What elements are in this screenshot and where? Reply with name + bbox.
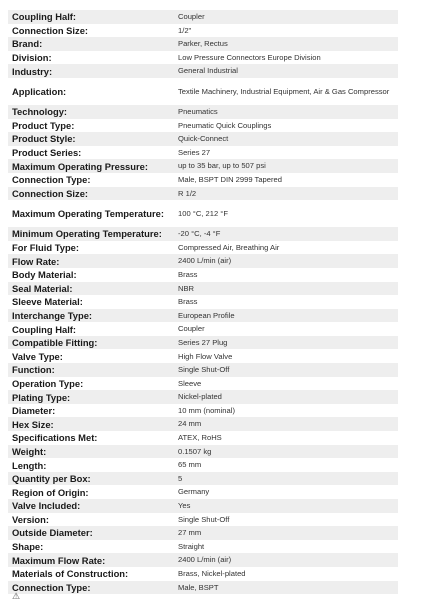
- spec-label: Maximum Operating Pressure:: [12, 160, 148, 172]
- spec-label: Maximum Flow Rate:: [12, 554, 106, 566]
- spec-row: [8, 377, 398, 391]
- spec-label: Application:: [12, 85, 67, 97]
- spec-row: [8, 37, 398, 51]
- spec-value: Quick-Connect: [178, 134, 229, 144]
- spec-row: [8, 445, 398, 459]
- spec-value: Parker, Rectus: [178, 39, 228, 49]
- spec-label: Industry:: [12, 65, 53, 77]
- spec-label: Compatible Fitting:: [12, 337, 98, 349]
- spec-row: [8, 51, 398, 65]
- spec-row: [8, 363, 398, 377]
- spec-row: [8, 390, 398, 404]
- spec-value: Pneumatics: [178, 107, 218, 117]
- spec-value: R 1/2: [178, 188, 197, 198]
- spec-label: Weight:: [12, 445, 47, 457]
- spec-row: [8, 309, 398, 323]
- spec-label: Shape:: [12, 541, 44, 553]
- warning-icon: ⚠: [12, 591, 21, 601]
- spec-label: Product Series:: [12, 147, 82, 159]
- spec-value: 100 °C, 212 °F: [178, 208, 228, 218]
- spec-value: 2400 L/min (air): [178, 555, 232, 565]
- spec-row: [8, 159, 398, 173]
- spec-row: [8, 295, 398, 309]
- spec-value: Series 27: [178, 147, 211, 157]
- spec-label: Body Material:: [12, 269, 77, 281]
- spec-value: 1/2": [178, 25, 192, 35]
- spec-label: Brand:: [12, 38, 43, 50]
- spec-row: [8, 78, 398, 105]
- spec-row: [8, 241, 398, 255]
- spec-value: up to 35 bar, up to 507 psi: [178, 161, 266, 171]
- spec-value: Series 27 Plug: [178, 337, 228, 347]
- spec-row: [8, 513, 398, 527]
- spec-value: Coupler: [178, 324, 205, 334]
- spec-row: [8, 404, 398, 418]
- spec-value: 2400 L/min (air): [178, 256, 232, 266]
- spec-label: Minimum Operating Temperature:: [12, 228, 162, 240]
- spec-value: Straight: [178, 541, 205, 551]
- spec-row: [8, 187, 398, 201]
- spec-row: [8, 200, 398, 227]
- spec-row: [8, 10, 398, 24]
- spec-value: Male, BSPT: [178, 582, 219, 592]
- spec-label: Coupling Half:: [12, 323, 77, 335]
- spec-value: Textile Machinery, Industrial Equipment, Air & Gas Compressor: [178, 86, 390, 96]
- spec-label: Maximum Operating Temperature:: [12, 208, 164, 220]
- spec-value: Germany: [178, 487, 210, 497]
- spec-label: Outside Diameter:: [12, 527, 93, 539]
- spec-row: [8, 227, 398, 241]
- spec-row: [8, 567, 398, 581]
- spec-label: Valve Type:: [12, 350, 63, 362]
- spec-row: [8, 282, 398, 296]
- spec-value: 0.1507 kg: [178, 446, 212, 456]
- spec-row: [8, 268, 398, 282]
- spec-row: [8, 322, 398, 336]
- spec-value: NBR: [178, 283, 195, 293]
- spec-value: ATEX, RoHS: [178, 433, 222, 443]
- spec-value: High Flow Valve: [178, 351, 233, 361]
- specifications-table: [8, 10, 398, 594]
- spec-value: Low Pressure Connectors Europe Division: [178, 52, 321, 62]
- spec-row: [8, 417, 398, 431]
- spec-label: Interchange Type:: [12, 309, 93, 321]
- spec-label: Product Style:: [12, 133, 76, 145]
- spec-value: Brass, Nickel-plated: [178, 569, 246, 579]
- spec-row: [8, 24, 398, 38]
- spec-value: 10 mm (nominal): [178, 405, 235, 415]
- spec-value: Brass: [178, 297, 198, 307]
- spec-label: Division:: [12, 52, 52, 64]
- spec-label: Plating Type:: [12, 391, 71, 403]
- spec-row: [8, 431, 398, 445]
- spec-row: [8, 132, 398, 146]
- spec-label: Seal Material:: [12, 282, 73, 294]
- spec-row: [8, 458, 398, 472]
- spec-row: [8, 105, 398, 119]
- spec-label: Diameter:: [12, 405, 56, 417]
- spec-value: Coupler: [178, 12, 205, 22]
- spec-value: Pneumatic Quick Couplings: [178, 120, 272, 130]
- spec-value: General Industrial: [178, 66, 238, 76]
- spec-label: Quantity per Box:: [12, 473, 91, 485]
- spec-value: Single Shut-Off: [178, 365, 230, 375]
- spec-value: Sleeve: [178, 378, 202, 388]
- spec-label: Materials of Construction:: [12, 568, 129, 580]
- spec-row: [8, 553, 398, 567]
- spec-label: Connection Size:: [12, 24, 89, 36]
- spec-label: Valve Included:: [12, 500, 81, 512]
- spec-value: Nickel-plated: [178, 392, 222, 402]
- spec-value: 65 mm: [178, 460, 202, 470]
- spec-label: For Fluid Type:: [12, 242, 80, 254]
- spec-row: [8, 173, 398, 187]
- footer-note: [12, 591, 20, 602]
- spec-row: [8, 146, 398, 160]
- spec-row: [8, 336, 398, 350]
- spec-label: Version:: [12, 513, 49, 525]
- spec-value: Yes: [178, 501, 191, 511]
- spec-row: [8, 472, 398, 486]
- spec-row: [8, 64, 398, 78]
- spec-row: [8, 581, 398, 595]
- spec-label: Region of Origin:: [12, 486, 89, 498]
- spec-row: [8, 349, 398, 363]
- spec-row: [8, 119, 398, 133]
- spec-label: Connection Type:: [12, 174, 91, 186]
- spec-label: Connection Size:: [12, 187, 89, 199]
- spec-value: Compressed Air, Breathing Air: [178, 242, 280, 252]
- spec-value: 27 mm: [178, 528, 202, 538]
- spec-value: 5: [178, 473, 183, 483]
- spec-value: Single Shut-Off: [178, 514, 230, 524]
- spec-label: Coupling Half:: [12, 11, 77, 23]
- spec-label: Product Type:: [12, 119, 75, 131]
- spec-label: Operation Type:: [12, 377, 84, 389]
- spec-label: Sleeve Material:: [12, 296, 83, 308]
- spec-value: -20 °C, -4 °F: [178, 229, 221, 239]
- spec-label: Length:: [12, 459, 47, 471]
- spec-row: [8, 540, 398, 554]
- spec-value: Brass: [178, 269, 198, 279]
- spec-row: [8, 485, 398, 499]
- spec-label: Hex Size:: [12, 418, 54, 430]
- spec-label: Technology:: [12, 106, 68, 118]
- spec-row: [8, 499, 398, 513]
- spec-label: Function:: [12, 364, 55, 376]
- spec-row: [8, 254, 398, 268]
- spec-label: Specifications Met:: [12, 432, 98, 444]
- spec-label: Flow Rate:: [12, 255, 60, 267]
- spec-value: Male, BSPT DIN 2999 Tapered: [178, 174, 282, 184]
- spec-row: [8, 526, 398, 540]
- spec-value: 24 mm: [178, 419, 202, 429]
- spec-value: European Profile: [178, 310, 235, 320]
- spec-label: Connection Type:: [12, 581, 91, 593]
